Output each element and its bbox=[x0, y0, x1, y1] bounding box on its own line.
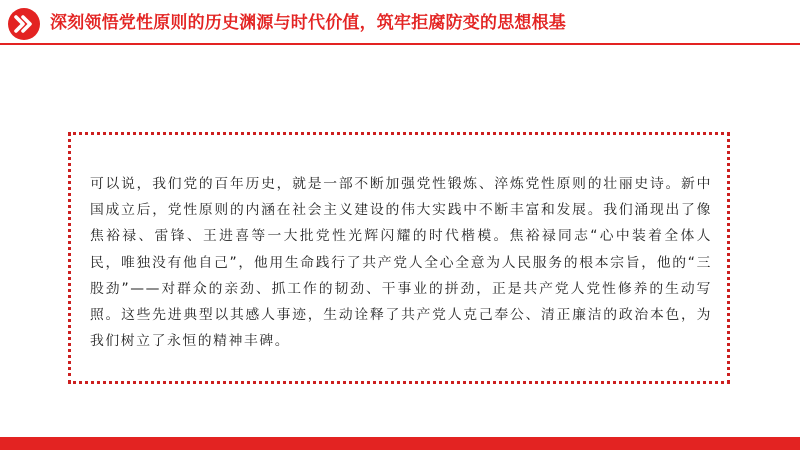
page-title: 深刻领悟党性原则的历史渊源与时代价值，筑牢拒腐防变的思想根基 bbox=[50, 13, 566, 33]
double-chevron-right-icon bbox=[8, 8, 40, 40]
text-frame bbox=[68, 132, 730, 384]
header-divider bbox=[0, 43, 800, 45]
slide-header bbox=[0, 0, 800, 48]
footer-bar bbox=[0, 437, 800, 450]
body-paragraph: 可以说，我们党的百年历史，就是一部不断加强党性锻炼、淬炼党性原则的壮丽史诗。新中国成立后，党性原则的内涵在社会主义建设的伟大实践中不断丰富和发展。我们涌现出了像焦裕禄、雷锋、王进喜等一大批党性光辉闪耀的时代楷模。焦裕禄同志“心中装着全体人民，唯独没有他自己”，他用生命践行了共产党人全心全意为人民服务的根本宗旨，他的“三股劲”——对群众的亲劲、抓工作的韧劲、干事业的拼劲，正是共产党人党性修养的生动写照。这些先进典型以其感人事迹，生动诠释了共产党人克己奉公、清正廉洁的政治本色，为我们树立了永恒的精神丰碑。 bbox=[90, 176, 712, 350]
